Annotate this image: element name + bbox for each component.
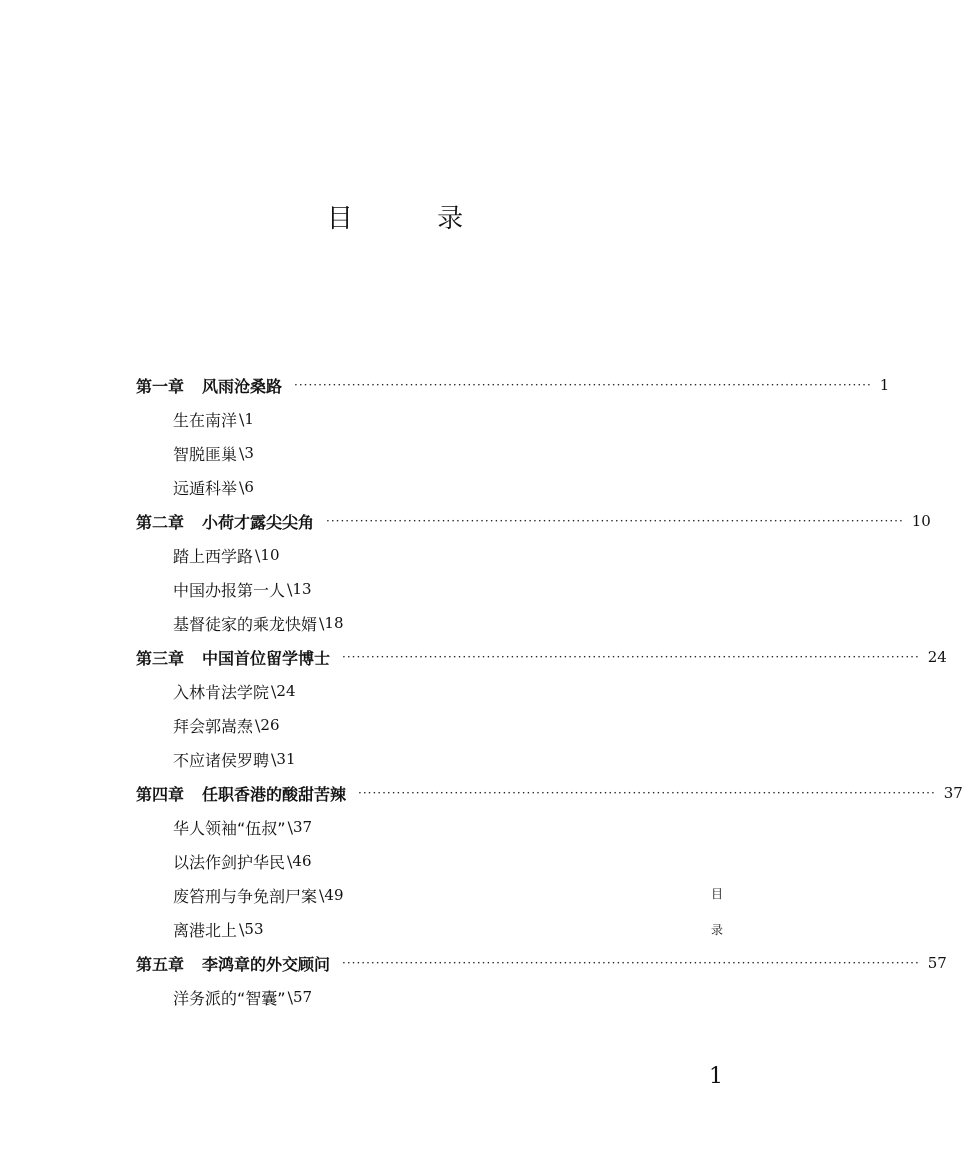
toc-chapter-row[interactable] [136, 946, 947, 980]
section-page-number: 57 [292, 988, 313, 1006]
section-title: 华人领袖“伍叔” [173, 818, 286, 838]
section-title: 废笞刑与争免剖尸案 [173, 886, 318, 906]
backslash-separator: \ [271, 749, 277, 769]
chapter-title: 小荷才露尖尖角 [202, 512, 315, 532]
side-tab-label [710, 876, 724, 948]
section-page-number: 13 [292, 580, 312, 598]
toc-section-row[interactable] [136, 436, 654, 470]
chapter-title: 李鸿章的外交顾问 [202, 954, 331, 974]
toc-section-row[interactable] [136, 708, 654, 742]
backslash-separator: \ [287, 987, 293, 1007]
chapter-number: 第二章 [136, 512, 185, 532]
section-page-number: 10 [260, 546, 280, 564]
backslash-separator: \ [255, 545, 261, 565]
section-title: 不应诸侯罗聘 [173, 750, 270, 770]
toc-section-row[interactable] [136, 470, 654, 504]
section-title: 基督徒家的乘龙快婿 [173, 614, 318, 634]
toc-section-row[interactable] [136, 878, 654, 912]
toc-section-row[interactable] [136, 810, 654, 844]
section-page-number: 3 [244, 444, 254, 462]
toc-section-row[interactable] [136, 572, 654, 606]
chapter-page-number: 10 [911, 512, 931, 530]
section-page-number: 46 [292, 852, 312, 870]
backslash-separator: \ [239, 477, 245, 497]
dot-leader: ························································································································ [342, 956, 920, 970]
toc-section-row[interactable] [136, 674, 654, 708]
toc-section-row[interactable] [136, 844, 654, 878]
dot-leader: ························································································································ [342, 650, 920, 664]
section-title: 远遁科举 [173, 478, 238, 498]
backslash-separator: \ [239, 443, 245, 463]
backslash-separator: \ [255, 715, 261, 735]
table-of-contents [136, 368, 963, 1014]
toc-chapter-row[interactable] [136, 776, 963, 810]
backslash-separator: \ [319, 885, 325, 905]
chapter-page-number: 24 [927, 648, 947, 666]
backslash-separator: \ [239, 919, 245, 939]
backslash-separator: \ [287, 579, 293, 599]
section-title: 洋务派的“智囊” [173, 988, 286, 1008]
page-title: 目 录 [326, 204, 502, 234]
section-page-number: 1 [244, 410, 254, 428]
chapter-page-number: 37 [943, 784, 963, 802]
dot-leader: ························································································································ [294, 378, 872, 392]
side-tab-char: 目 [710, 887, 723, 901]
section-title: 中国办报第一人 [173, 580, 286, 600]
side-tab-char: 录 [710, 923, 723, 937]
section-page-number: 49 [324, 886, 344, 904]
dot-leader: ························································································································ [358, 786, 936, 800]
section-title: 离港北上 [173, 920, 238, 940]
section-page-number: 6 [244, 478, 254, 496]
backslash-separator: \ [287, 851, 293, 871]
dot-leader: ························································································································ [326, 514, 904, 528]
backslash-separator: \ [319, 613, 325, 633]
section-page-number: 53 [244, 920, 264, 938]
toc-section-row[interactable] [136, 538, 654, 572]
section-title: 以法作剑护华民 [173, 852, 286, 872]
section-page-number: 37 [292, 818, 313, 836]
section-title: 拜会郭嵩焘 [173, 716, 254, 736]
toc-section-row[interactable] [136, 606, 654, 640]
page-number: 1 [709, 1064, 723, 1089]
chapter-page-number: 1 [879, 376, 890, 394]
section-title: 生在南洋 [173, 410, 238, 430]
backslash-separator: \ [271, 681, 277, 701]
section-page-number: 24 [276, 682, 296, 700]
chapter-number: 第三章 [136, 648, 185, 668]
section-title: 踏上西学路 [173, 546, 254, 566]
toc-chapter-row[interactable] [136, 368, 890, 402]
section-page-number: 18 [324, 614, 344, 632]
toc-section-row[interactable] [136, 912, 654, 946]
backslash-separator: \ [287, 817, 293, 837]
toc-section-row[interactable] [136, 980, 654, 1014]
chapter-number: 第四章 [136, 784, 185, 804]
chapter-title: 风雨沧桑路 [202, 376, 283, 396]
toc-chapter-row[interactable] [136, 640, 947, 674]
section-page-number: 31 [276, 750, 296, 768]
section-title: 入林肯法学院 [173, 682, 270, 702]
section-title: 智脱匪巢 [173, 444, 238, 464]
chapter-number: 第五章 [136, 954, 185, 974]
section-page-number: 26 [260, 716, 280, 734]
chapter-title: 中国首位留学博士 [202, 648, 331, 668]
chapter-number: 第一章 [136, 376, 185, 396]
chapter-title: 任职香港的酸甜苦辣 [202, 784, 347, 804]
toc-section-row[interactable] [136, 402, 654, 436]
chapter-page-number: 57 [927, 954, 947, 972]
toc-chapter-row[interactable] [136, 504, 931, 538]
toc-section-row[interactable] [136, 742, 654, 776]
backslash-separator: \ [239, 409, 245, 429]
